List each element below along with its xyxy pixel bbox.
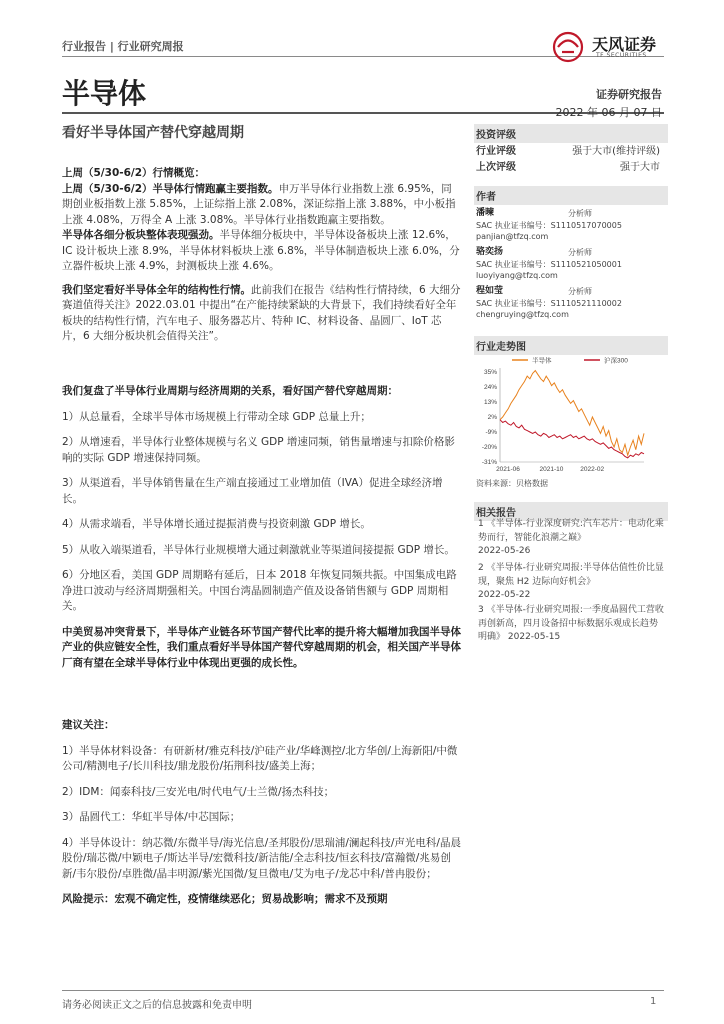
author-sac: SAC 执业证书编号：S1110521110002 xyxy=(476,299,622,308)
cycle-section xyxy=(62,384,462,671)
advice-section xyxy=(62,718,462,908)
related-report-1[interactable] xyxy=(478,518,666,559)
cycle-lead: 我们复盘了半导体行业周期与经济周期的关系，看好国产替代穿越周期： xyxy=(62,385,398,397)
disclaimer-link[interactable]: 请务必阅读正文之后的信息披露和免责申明 xyxy=(62,1000,252,1011)
rating-heading: 投资评级 xyxy=(474,124,668,143)
cycle-item: 2）从增速看，半导体行业整体规模与名义 GDP 增速同频，销售量增速与扣除价格影响的实际 GDP 增速保持同频。 xyxy=(62,436,455,464)
report-link: 3 《半导体-行业研究周报:一季度晶圆代工营收再创新高，四月设备招中标数据乐观成长趋势明确》 xyxy=(478,605,664,642)
author-role: 分析师 xyxy=(568,209,592,218)
report-type: 证券研究报告 xyxy=(596,88,662,101)
x-tick-label: 2022-02 xyxy=(580,466,605,473)
trade-conflict-paragraph: 中美贸易冲突背景下，半导体产业链各环节国产替代比率的提升将大幅增加我国半导体产业的供应链安全性，我们重点看好半导体国产替代穿越周期的机会，相关国产半导体厂商有望在全球半导体行业中体现出更强的成长性。 xyxy=(62,625,461,669)
trend-heading: 行业走势图 xyxy=(474,336,668,355)
y-tick-label: 2% xyxy=(487,414,497,421)
advice-item: 4）半导体设计：纳芯微/东微半导/海光信息/圣邦股份/思瑞浦/澜起科技/声光电科/晶晨股份/瑞芯微/中颖电子/斯达半导/宏微科技/新洁能/全志科技/恒玄科技/富瀚微/兆易创新/韦尔股份/卓胜微/晶丰明源/紫光国微/复旦微电/艾为电子/龙芯中科/普冉股份； xyxy=(62,836,461,880)
y-tick-label: -9% xyxy=(485,429,497,436)
report-category: 行业报告 | 行业研究周报 xyxy=(62,40,184,53)
weekly-overview-heading: 上周（5/30-6/2）行情概览： xyxy=(62,167,206,179)
chart-source: 资料来源：贝格数据 xyxy=(476,479,548,488)
subsector-text: 半导体细分板块中，半导体设备板块上涨 12.6%，IC 设计板块上涨 8.9%，半导体材料板块上涨 6.8%，半导体制造板块上涨 6.0%，分立器件板块上涨 4.9%，封测板块上涨 4.6%。 xyxy=(62,229,460,272)
author-sac: SAC 执业证书编号：S1110517070005 xyxy=(476,221,622,230)
y-tick-label: 24% xyxy=(483,384,497,391)
advice-item: 2）IDM：闻泰科技/三安光电/时代电气/士兰微/扬杰科技； xyxy=(62,785,335,798)
rating-value: 强于大市(维持评级) xyxy=(572,146,660,157)
advice-item: 1）半导体材料设备：有研新材/雅克科技/沪硅产业/华峰测控/北方华创/上海新阳/中微公司/精测电子/长川科技/鼎龙股份/拓荆科技/盛美上海； xyxy=(62,744,458,772)
series-line-半导体 xyxy=(500,371,644,456)
author-role: 分析师 xyxy=(568,248,592,257)
weekly-overview-lead: 上周（5/30-6/2）半导体行情跑赢主要指数。 xyxy=(62,182,279,195)
cycle-item: 6）分地区看，美国 GDP 周期略有延后，日本 2018 年恢复同频共振。中国集成电路净进口波动与经济周期强相关。中国台湾晶圆制造产值及设备销售额与 GDP 周期相关。 xyxy=(62,569,457,612)
author-role: 分析师 xyxy=(568,287,592,296)
page-number: 1 xyxy=(650,996,657,1007)
cycle-item: 1）从总量看，全球半导体市场规模上行带动全球 GDP 总量上升； xyxy=(62,410,371,423)
y-tick-label: 35% xyxy=(483,369,497,376)
prev-rating-value: 强于大市 xyxy=(620,162,660,173)
related-report-3[interactable] xyxy=(478,604,666,645)
author-email[interactable]: chengruying@tfzq.com xyxy=(476,310,569,319)
cycle-item: 3）从渠道看，半导体销售量在生产端直接通过工业增加值（IVA）促进全球经济增长。 xyxy=(62,477,443,505)
report-date: 2022-05-22 xyxy=(478,590,531,600)
report-link: 2 《半导体-行业研究周报:半导体估值性价比显现，聚焦 H2 边际向好机会》 xyxy=(478,563,664,587)
page-title: 半导体 xyxy=(62,77,147,110)
author-name: 骆奕扬 xyxy=(476,247,504,257)
prev-rating-label: 上次评级 xyxy=(476,162,516,173)
tf-logo-icon xyxy=(548,30,588,64)
report-date: 2022-05-26 xyxy=(478,546,531,556)
summary-section xyxy=(62,166,462,345)
report-date: 2022-05-15 xyxy=(507,632,561,642)
logo-subtext: TF SECURITIES xyxy=(596,52,647,59)
x-tick-label: 2021-10 xyxy=(539,466,564,473)
author-sac: SAC 执业证书编号：S1110521050001 xyxy=(476,260,622,269)
trend-chart xyxy=(474,352,666,476)
legend-label: 沪深300 xyxy=(604,357,628,365)
author-email[interactable]: panjian@tfzq.com xyxy=(476,232,549,241)
logo xyxy=(548,30,668,64)
y-tick-label: 13% xyxy=(483,399,497,406)
cycle-item: 4）从需求端看，半导体增长通过提振消费与投资刺激 GDP 增长。 xyxy=(62,518,371,530)
structural-lead: 我们坚定看好半导体全年的结构性行情。 xyxy=(62,283,251,296)
author-name: 潘暕 xyxy=(476,208,495,218)
cycle-item: 5）从收入端渠道看，半导体行业规模增大通过刺激就业等渠道间接提振 GDP 增长。 xyxy=(62,543,455,556)
logo-text: 天风证券 xyxy=(592,35,657,54)
risk-warning: 风险提示：宏观不确定性，疫情继续恶化；贸易战影响；需求不及预期 xyxy=(62,893,388,905)
legend-label: 半导体 xyxy=(532,357,552,365)
advice-title: 建议关注： xyxy=(62,719,115,731)
related-report-2[interactable] xyxy=(478,562,666,603)
footer-rule xyxy=(62,990,664,991)
authors-heading: 作者 xyxy=(474,186,668,205)
advice-item: 3）晶圆代工：华虹半导体/中芯国际； xyxy=(62,811,241,823)
report-headline: 看好半导体国产替代穿越周期 xyxy=(62,125,244,141)
x-tick-label: 2021-06 xyxy=(496,466,520,473)
y-tick-label: -31% xyxy=(481,459,497,466)
related-reports-heading: 相关报告 xyxy=(474,502,668,521)
author-email[interactable]: luoyiyang@tfzq.com xyxy=(476,271,558,280)
author-name: 程如莹 xyxy=(476,286,504,296)
report-date: 2022 年 06 月 07 日 xyxy=(555,106,662,119)
subsector-lead: 半导体各细分板块整体表现强劲。 xyxy=(62,229,220,241)
weekly-overview-text: 申万半导体行业指数上涨 6.95%，同期创业板指数上涨 5.85%，上证综指上涨 2.08%，深证综指上涨 3.88%，中小板指上涨 4.08%，万得全 A 上涨 3.08%。半导体行业指数跑赢主要指数。 xyxy=(62,182,456,226)
y-tick-label: -20% xyxy=(481,444,497,451)
rating-label: 行业评级 xyxy=(476,146,516,157)
structural-text: 此前我们在报告《结构性行情持续，6 大细分赛道值得关注》2022.03.01 中提出“在产能持续紧缺的大背景下，我们持续看好全年板块的结构性行情，汽车电子、服务器芯片、特种 IC、材料设备、晶圆厂、IoT 芯片，6 大细分板块机会值得关注”。 xyxy=(62,283,461,342)
report-link: 1 《半导体-行业深度研究:汽车芯片：电动化乘势而行，智能化浪潮之巅》 xyxy=(478,519,664,543)
